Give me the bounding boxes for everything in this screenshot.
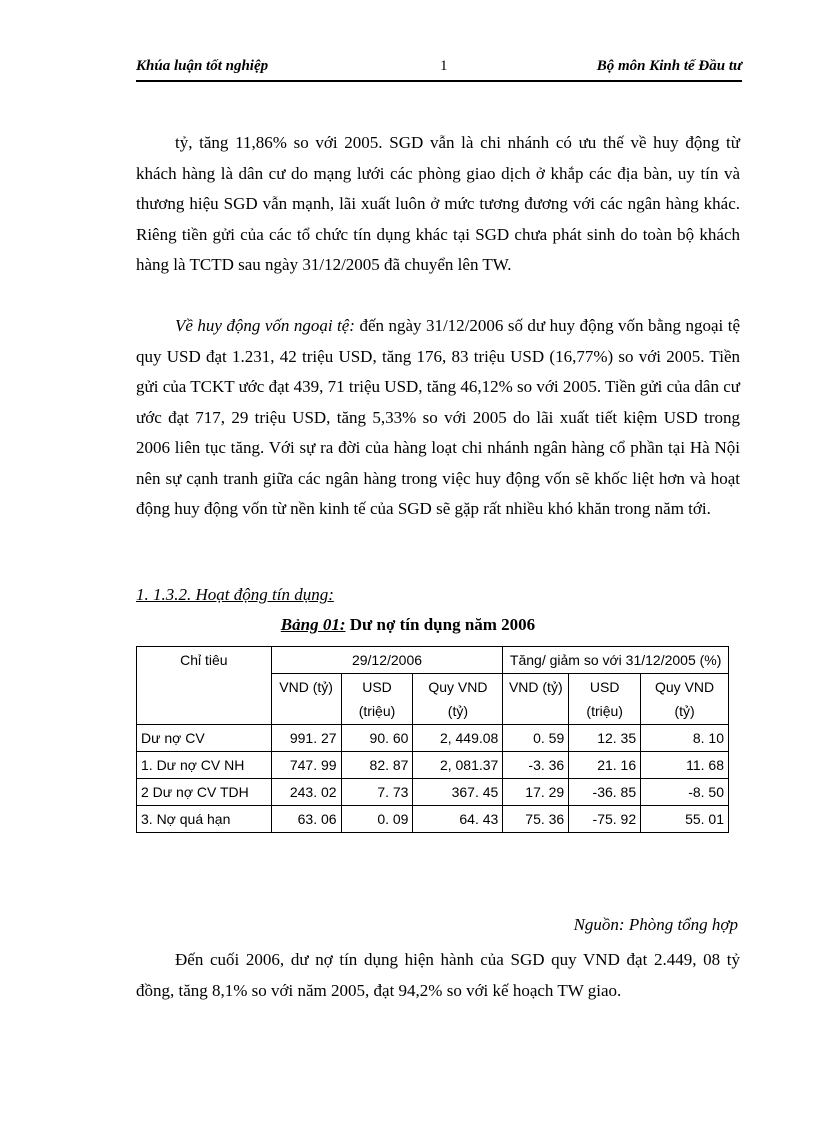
cell-value: 17. 29 — [503, 779, 569, 806]
subheader-quy-vnd: Quy VND (tỷ) — [413, 674, 503, 725]
paragraph-deposits: tỷ, tăng 11,86% so với 2005. SGD vẫn là chi nhánh có ưu thế về huy động từ khách hàng là dân cư do mạng lưới các phòng giao dịch ở khắp các địa bàn, uy tín và thương hiệu SGD vẫn mạnh, lãi xuất luôn ở mức tương đương với các ngân hàng khác. Riêng tiền gửi của các tổ chức tín dụng khác tại SGD chưa phát sinh do toàn bộ khách hàng là TCTD sau ngày 31/12/2005 đã chuyển lên TW. — [136, 133, 740, 274]
table-caption-label: Bảng 01: — [280, 615, 346, 634]
header-thesis-title: Khúa luận tốt nghiệp — [136, 58, 269, 74]
cell-value: -8. 50 — [641, 779, 729, 806]
table-row — [137, 752, 729, 779]
section-heading: 1. 1.3.2. Hoạt động tín dụng: — [136, 585, 334, 604]
cell-value: -75. 92 — [569, 806, 641, 833]
subheader-quy-vnd-change: Quy VND (tỷ) — [641, 674, 729, 725]
cell-value: 243. 02 — [271, 779, 341, 806]
cell-value: 55. 01 — [641, 806, 729, 833]
cell-value: 367. 45 — [413, 779, 503, 806]
header-indicator: Chỉ tiêu — [137, 647, 272, 725]
cell-value: 8. 10 — [641, 725, 729, 752]
cell-value: 7. 73 — [341, 779, 413, 806]
row-label: 2 Dư nợ CV TDH — [137, 779, 272, 806]
cell-value: 2, 449.08 — [413, 725, 503, 752]
cell-value: -3. 36 — [503, 752, 569, 779]
row-label: Dư nợ CV — [137, 725, 272, 752]
cell-value: 75. 36 — [503, 806, 569, 833]
paragraph-body: đến ngày 31/12/2006 số dư huy động vốn bằng ngoại tệ quy USD đạt 1.231, 42 triệu USD, tăng 176, 83 triệu USD (16,77%) so với 2005. Tiền gửi của TCKT ước đạt 439, 71 triệu USD, tăng 46,12% so với 2005. Tiền gửi của dân cư ước đạt 717, 29 triệu USD, tăng 5,33% so với 2005 do lãi xuất tiết kiệm USD trong 2006 liên tục tăng. Với sự ra đời của hàng loạt chi nhánh ngân hàng cổ phần tại Hà Nội nên sự cạnh tranh giữa các ngân hàng trong việc huy động vốn sẽ khốc liệt hơn và hoạt động huy động vốn từ nền kinh tế của SGD sẽ gặp rất nhiều khó khăn trong năm tới. — [136, 316, 740, 518]
cell-value: 2, 081.37 — [413, 752, 503, 779]
cell-value: 21. 16 — [569, 752, 641, 779]
cell-value: -36. 85 — [569, 779, 641, 806]
page-number: 1 — [440, 58, 448, 74]
paragraph-conclusion: Đến cuối 2006, dư nợ tín dụng hiện hành của SGD quy VND đạt 2.449, 08 tỷ đồng, tăng 8,1% so với năm 2005, đạt 94,2% so với kế hoạch TW giao. — [136, 950, 740, 1000]
subheader-vnd-change: VND (tỷ) — [503, 674, 569, 725]
subheader-vnd: VND (tỷ) — [271, 674, 341, 725]
table-caption-title: Dư nợ tín dụng năm 2006 — [345, 615, 536, 634]
subheader-usd-change: USD (triệu) — [569, 674, 641, 725]
header-date-2006: 29/12/2006 — [271, 647, 503, 674]
table-caption — [0, 615, 816, 635]
cell-value: 82. 87 — [341, 752, 413, 779]
table-row — [137, 806, 729, 833]
table-row — [137, 779, 729, 806]
cell-value: 90. 60 — [341, 725, 413, 752]
cell-value: 0. 09 — [341, 806, 413, 833]
cell-value: 747. 99 — [271, 752, 341, 779]
cell-value: 64. 43 — [413, 806, 503, 833]
paragraph-foreign-currency — [136, 311, 740, 525]
table-source: Nguồn: Phòng tổng hợp — [573, 915, 738, 934]
table-row — [137, 725, 729, 752]
cell-value: 11. 68 — [641, 752, 729, 779]
paragraph-lead: Về huy động vốn ngoại tệ: — [175, 316, 355, 335]
row-label: 3. Nợ quá hạn — [137, 806, 272, 833]
page-header — [136, 58, 742, 82]
credit-table — [136, 646, 729, 833]
header-change-2005: Tăng/ giảm so với 31/12/2005 (%) — [503, 647, 729, 674]
cell-value: 12. 35 — [569, 725, 641, 752]
row-label: 1. Dư nợ CV NH — [137, 752, 272, 779]
cell-value: 991. 27 — [271, 725, 341, 752]
cell-value: 0. 59 — [503, 725, 569, 752]
subheader-usd: USD (triệu) — [341, 674, 413, 725]
cell-value: 63. 06 — [271, 806, 341, 833]
header-department: Bộ môn Kinh tế Đầu tư — [596, 58, 742, 74]
